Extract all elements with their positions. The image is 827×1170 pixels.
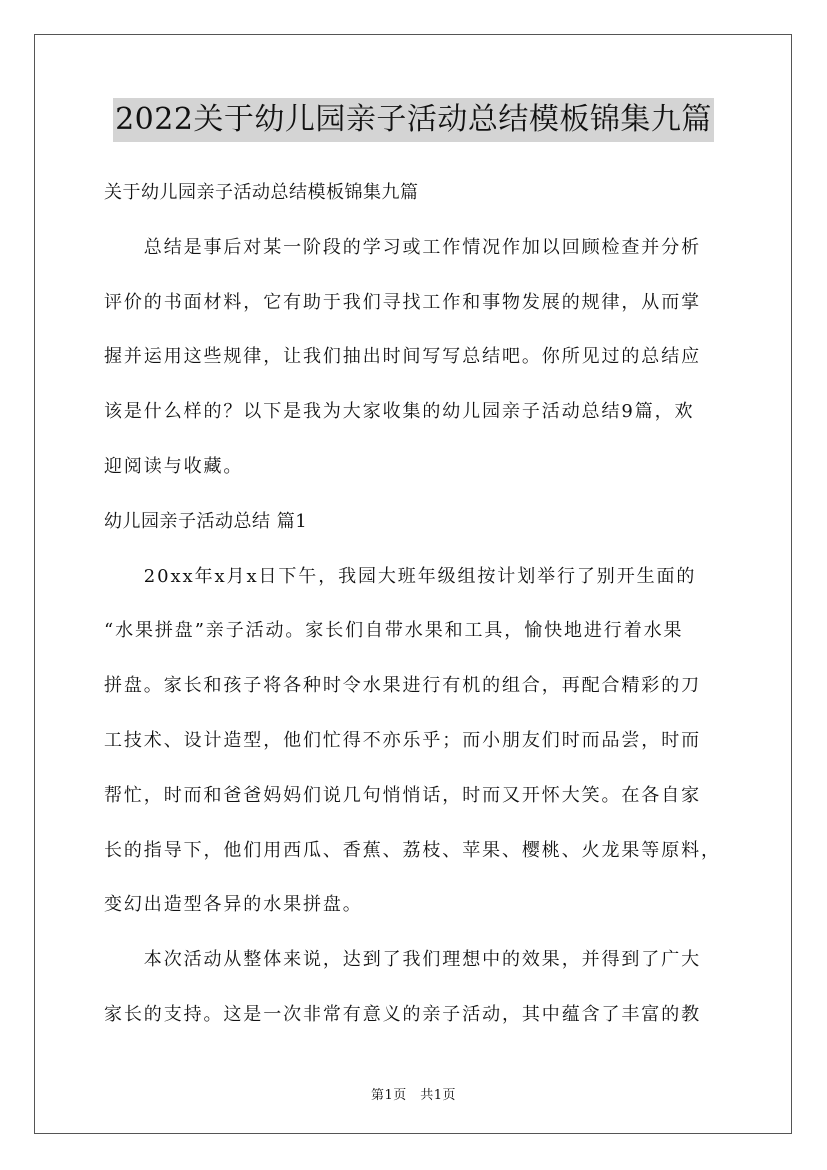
paragraph-line: 20xx年x月x日下午，我园大班年级组按计划举行了别开生面的 [104,565,697,587]
page-footer: 第1页 共1页 [370,1088,457,1103]
paragraph-2 [104,933,729,1043]
paragraph-line: “水果拼盘”亲子活动。家长们自带水果和工具，愉快地进行着水果 [104,620,684,642]
paragraph-line: 工技术、设计造型，他们忙得不亦乐乎；而小朋友们时而品尝，时而 [104,729,701,751]
section-heading: 幼儿园亲子活动总结 篇1 [104,510,308,532]
subtitle: 关于幼儿园亲子活动总结模板锦集九篇 [104,182,419,203]
paragraph-1 [104,550,729,934]
paragraph-line: 变幻出造型各异的水果拼盘。 [104,894,363,916]
intro-line: 握并运用这些规律，让我们抽出时间写写总结吧。你所见过的总结应 [104,346,701,368]
intro-line: 评价的书面材料，它有助于我们寻找工作和事物发展的规律，从而掌 [104,291,701,313]
paragraph-line: 家长的支持。这是一次非常有意义的亲子活动，其中蕴含了丰富的教 [104,1003,701,1025]
paragraph-line: 本次活动从整体来说，达到了我们理想中的效果，并得到了广大 [104,949,701,971]
paragraph-line: 帮忙，时而和爸爸妈妈们说几句悄悄话，时而又开怀大笑。在各自家 [104,784,701,806]
document-body [104,166,729,1043]
paragraph-line: 拼盘。家长和孩子将各种时令水果进行有机的组合，再配合精彩的刀 [104,675,701,697]
intro-line: 迎阅读与收藏。 [104,455,244,477]
intro-line: 该是什么样的？以下是我为大家收集的幼儿园亲子活动总结9篇，欢 [104,401,695,423]
intro-paragraph [104,221,729,495]
document-title: 2022关于幼儿园亲子活动总结模板锦集九篇 [113,98,714,142]
intro-line: 总结是事后对某一阶段的学习或工作情况作加以回顾检查并分析 [104,236,701,258]
paragraph-line: 长的指导下，他们用西瓜、香蕉、荔枝、苹果、樱桃、火龙果等原料， [104,839,721,861]
title-wrap [0,98,827,142]
